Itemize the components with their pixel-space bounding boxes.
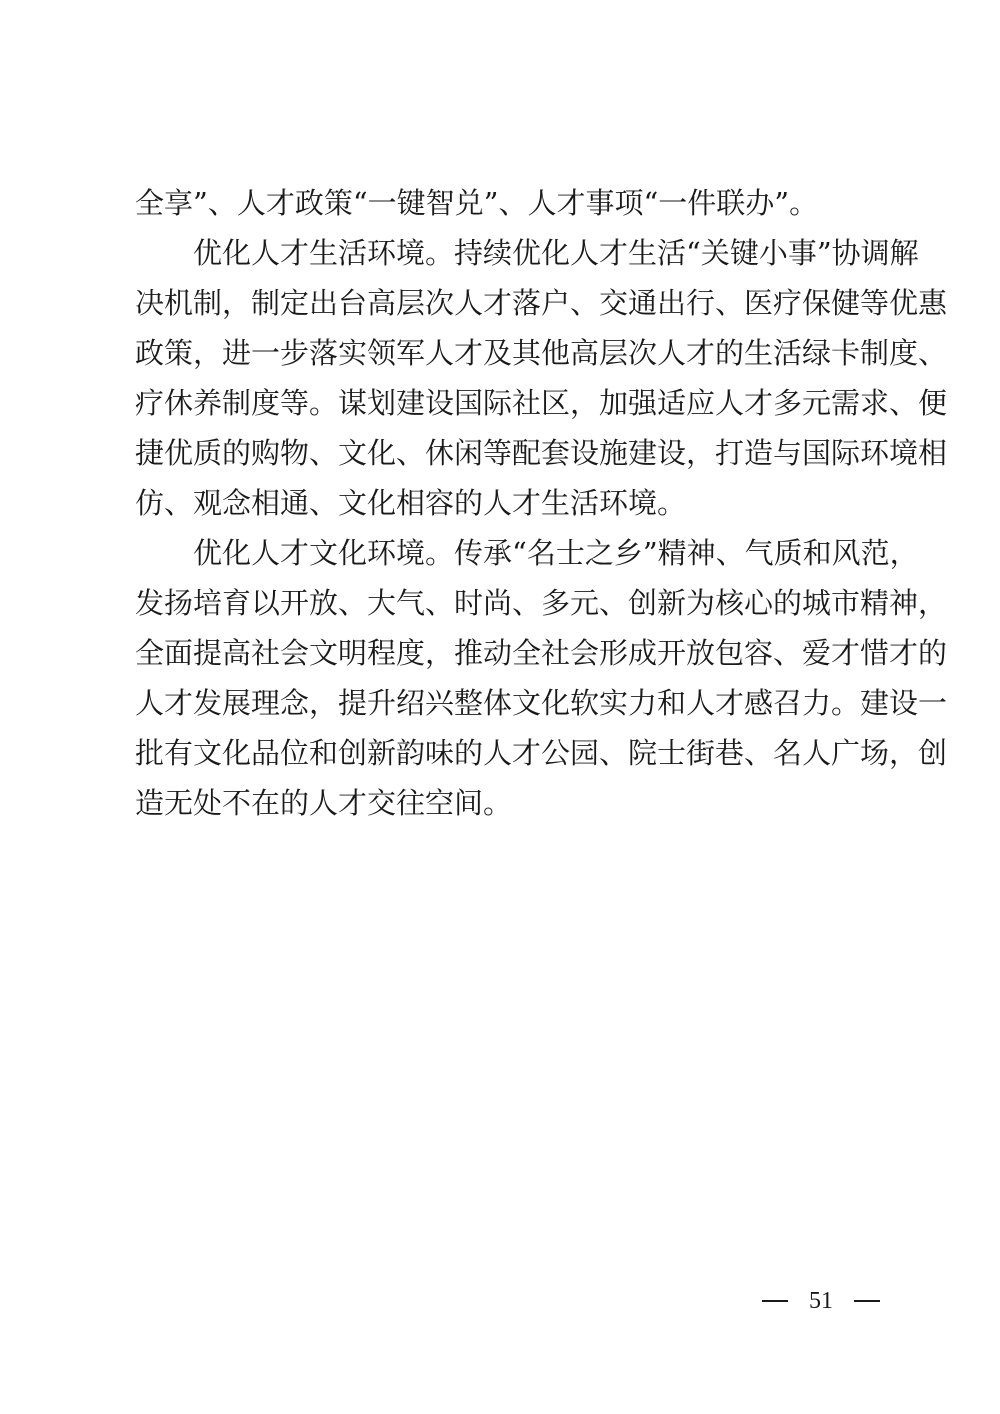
text-line: 决机制，制定出台高层次人才落户、交通出行、医疗保健等优惠 xyxy=(135,286,948,320)
text-line: 批有文化品位和创新韵味的人才公园、院士街巷、名人广场，创 xyxy=(135,736,948,770)
text-line: 造无处不在的人才交往空间。 xyxy=(135,786,513,820)
text-line: 人才发展理念，提升绍兴整体文化软实力和人才感召力。建设一 xyxy=(135,686,948,720)
paragraph-continuation xyxy=(135,178,877,228)
footer-dash-right xyxy=(854,1300,880,1302)
page-number: 51 xyxy=(809,1288,833,1314)
footer-dash-left xyxy=(762,1300,788,1302)
document-body xyxy=(135,178,948,828)
text-line: 政策，进一步落实领军人才及其他高层次人才的生活绿卡制度、 xyxy=(135,336,948,370)
text-line: 全面提高社会文明程度，推动全社会形成开放包容、爱才惜才的 xyxy=(135,636,948,670)
text-line: 优化人才生活环境。持续优化人才生活“关键小事”协调解 xyxy=(193,236,919,270)
text-line: 优化人才文化环境。传承“名士之乡”精神、气质和风范， xyxy=(193,536,919,570)
text-line: 全享”、人才政策“一键智兑”、人才事项“一件联办”。 xyxy=(135,186,819,220)
text-line: 发扬培育以开放、大气、时尚、多元、创新为核心的城市精神， xyxy=(135,586,948,620)
text-line: 仿、观念相通、文化相容的人才生活环境。 xyxy=(135,486,687,520)
text-line: 疗休养制度等。谋划建设国际社区，加强适应人才多元需求、便 xyxy=(135,386,948,420)
text-line: 捷优质的购物、文化、休闲等配套设施建设，打造与国际环境相 xyxy=(135,436,948,470)
paragraph-living-environment xyxy=(135,228,948,528)
page-footer xyxy=(762,1284,880,1318)
paragraph-cultural-environment xyxy=(135,528,948,828)
